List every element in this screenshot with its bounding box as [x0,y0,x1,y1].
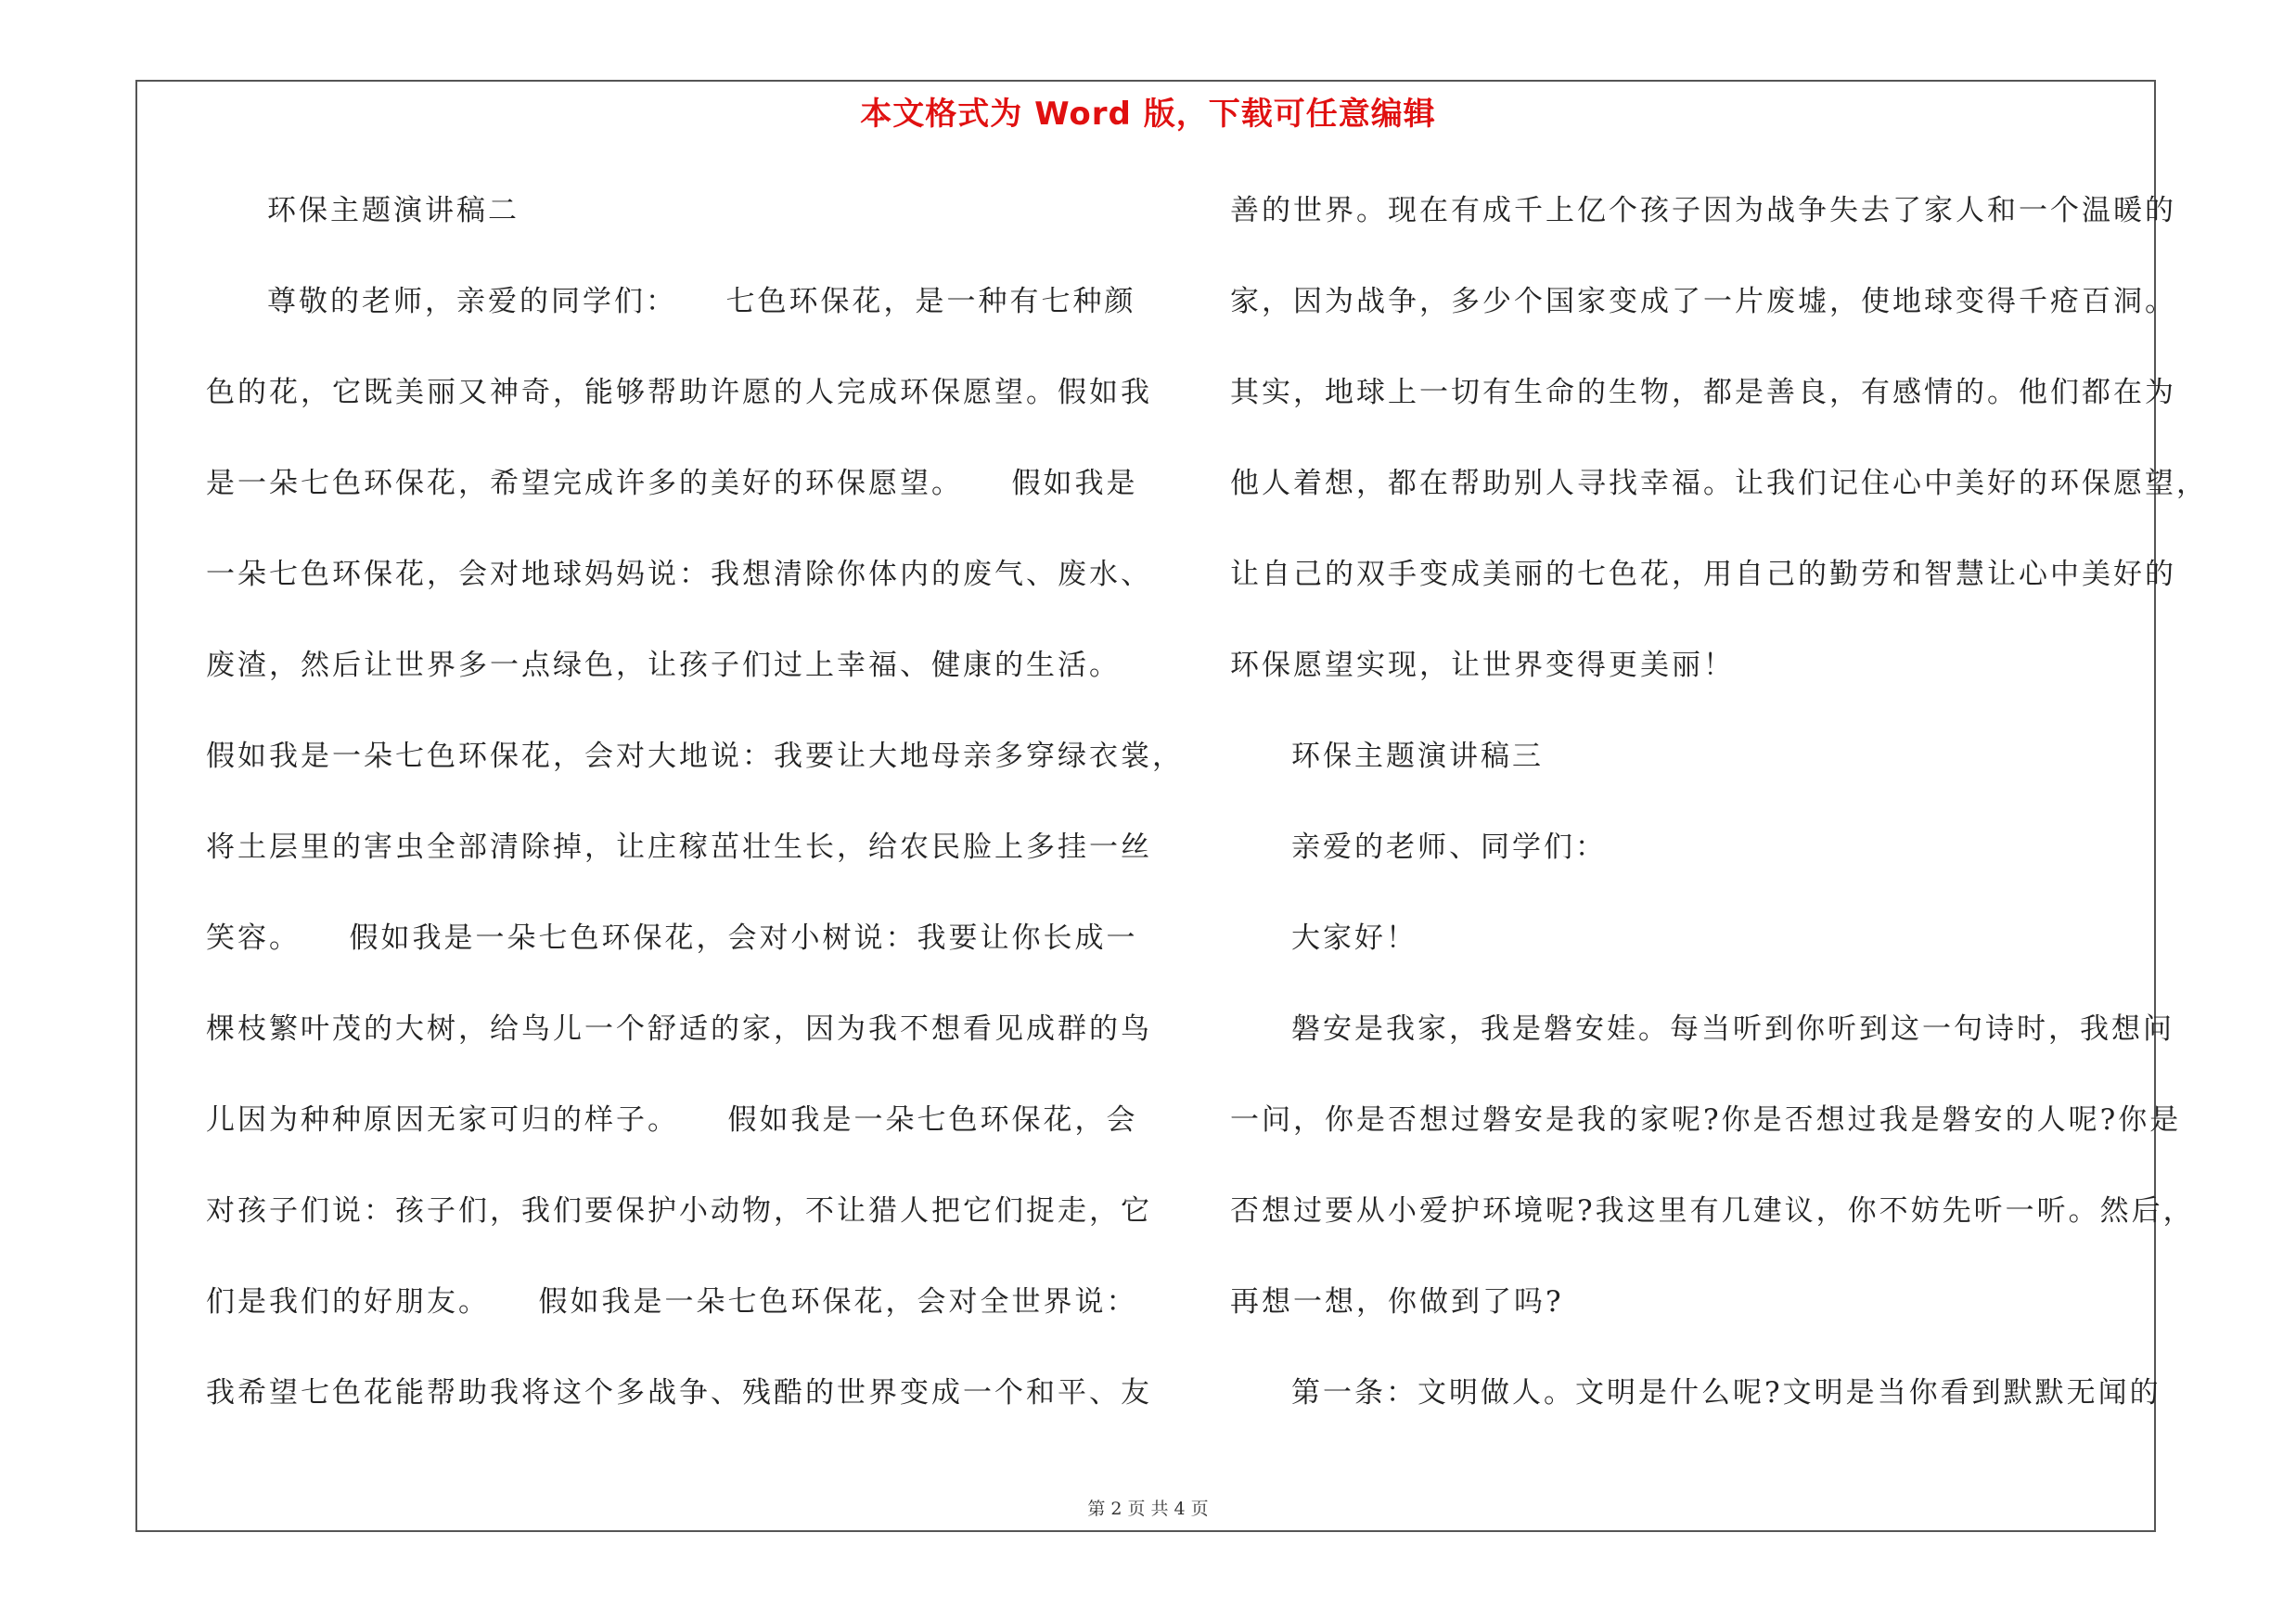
paragraph-line: 假如我是一朵七色环保花，会对大地说：我要让大地母亲多穿绿衣裳， [206,740,1184,773]
paragraph-line: 尊敬的老师，亲爱的同学们： 七色环保花，是一种有七种颜 [267,285,1136,318]
paragraph-line: 们是我们的好朋友。 假如我是一朵七色环保花，会对全世界说： [206,1285,1138,1319]
paragraph-line: 一朵七色环保花，会对地球妈妈说：我想清除你体内的废气、废水、 [206,558,1152,591]
paragraph-line: 一问，你是否想过磐安是我的家呢?你是否想过我是磐安的人呢?你是 [1230,1103,2182,1137]
word-format-banner: 本文格式为 Word 版，下载可任意编辑 [860,96,1436,133]
paragraph-line: 让自己的双手变成美丽的七色花，用自己的勤劳和智慧让心中美好的 [1230,558,2176,591]
paragraph-line: 将土层里的害虫全部清除掉，让庄稼茁壮生长，给农民脸上多挂一丝 [206,831,1152,864]
paragraph-line: 第一条：文明做人。文明是什么呢?文明是当你看到默默无闻的 [1291,1376,2161,1410]
paragraph-line: 儿因为种种原因无家可归的样子。 假如我是一朵七色环保花，会 [206,1103,1138,1137]
paragraph-line: 对孩子们说：孩子们，我们要保护小动物，不让猎人把它们捉走，它 [206,1194,1152,1228]
paragraph-line: 笑容。 假如我是一朵七色环保花，会对小树说：我要让你长成一 [206,921,1138,955]
heading-speech-three: 环保主题演讲稿三 [1291,740,1544,773]
paragraph-line: 色的花，它既美丽又神奇，能够帮助许愿的人完成环保愿望。假如我 [206,376,1152,409]
right-text-column [1230,182,2208,1455]
heading-speech-two: 环保主题演讲稿二 [267,194,519,227]
paragraph-line: 否想过要从小爱护环境呢?我这里有几建议，你不妨先听一听。然后， [1230,1194,2195,1228]
paragraph-line: 我希望七色花能帮助我将这个多战争、残酷的世界变成一个和平、友 [206,1376,1152,1410]
paragraph-line: 废渣，然后让世界多一点绿色，让孩子们过上幸福、健康的生活。 [206,649,1121,682]
paragraph-line: 是一朵七色环保花，希望完成许多的美好的环保愿望。 假如我是 [206,467,1138,500]
paragraph-line: 家，因为战争，多少个国家变成了一片废墟，使地球变得千疮百洞。 [1230,285,2176,318]
page-number: 第 2 页 共 4 页 [1087,1499,1209,1519]
paragraph-line: 他人着想，都在帮助别人寻找幸福。让我们记住心中美好的环保愿望， [1230,467,2208,500]
paragraph-line: 其实，地球上一切有生命的生物，都是善良，有感情的。他们都在为 [1230,376,2176,409]
salutation: 亲爱的老师、同学们： [1291,831,1607,864]
left-text-column [206,182,1184,1455]
paragraph-line: 善的世界。现在有成千上亿个孩子因为战争失去了家人和一个温暖的 [1230,194,2176,227]
greeting: 大家好！ [1291,921,1417,955]
paragraph-line: 再想一想，你做到了吗? [1230,1285,1564,1319]
paragraph-line: 磐安是我家，我是磐安娃。每当听到你听到这一句诗时，我想问 [1291,1012,2174,1046]
paragraph-line: 环保愿望实现，让世界变得更美丽！ [1230,649,1735,682]
paragraph-line: 棵枝繁叶茂的大树，给鸟儿一个舒适的家，因为我不想看见成群的鸟 [206,1012,1152,1046]
